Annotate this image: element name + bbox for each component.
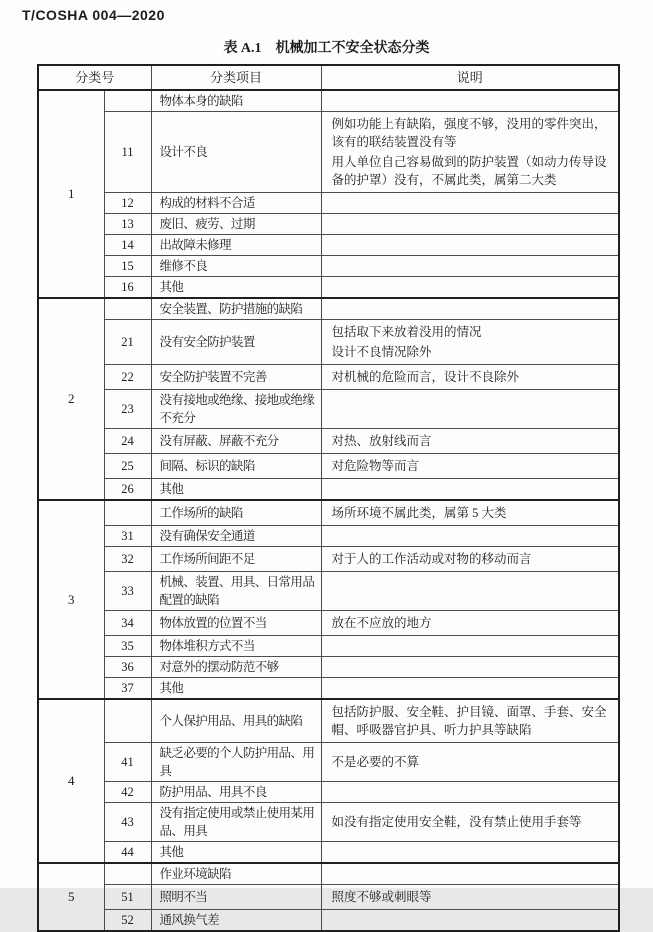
item-cell: 物体本身的缺陷	[151, 90, 321, 112]
table-row	[38, 657, 619, 678]
code-cell: 41	[104, 743, 151, 782]
table-row	[38, 863, 619, 885]
item-cell: 设计不良	[151, 112, 321, 193]
code-cell	[104, 90, 151, 112]
code-cell: 31	[104, 526, 151, 547]
table-row	[38, 547, 619, 572]
description-cell	[321, 298, 619, 320]
description-cell	[321, 863, 619, 885]
description-paragraph: 用人单位自己容易做到的防护装置（如动力传导设备的护罩）没有，不属此类，属第二大类	[331, 155, 607, 187]
table-row	[38, 699, 619, 743]
description-cell	[321, 885, 619, 910]
code-cell: 32	[104, 547, 151, 572]
description-cell	[321, 636, 619, 657]
table-row	[38, 782, 619, 803]
group-number-cell: 1	[38, 90, 104, 298]
code-cell	[104, 500, 151, 526]
description-cell	[321, 699, 619, 743]
table-row	[38, 743, 619, 782]
code-cell: 43	[104, 803, 151, 842]
code-cell	[104, 699, 151, 743]
description-cell	[321, 479, 619, 501]
table-title-text: 机械加工不安全状态分类	[275, 41, 430, 56]
table-row	[38, 479, 619, 501]
table-row	[38, 885, 619, 910]
description-cell	[321, 90, 619, 112]
code-cell: 35	[104, 636, 151, 657]
description-cell	[321, 803, 619, 842]
group-number-cell: 4	[38, 699, 104, 863]
description-paragraph: 包括取下来放着没用的情况	[331, 325, 482, 339]
code-cell: 51	[104, 885, 151, 910]
group-number-cell: 3	[38, 500, 104, 699]
item-cell: 安全防护装置不完善	[151, 365, 321, 390]
table-row	[38, 803, 619, 842]
description-cell	[321, 365, 619, 390]
item-cell: 其他	[151, 678, 321, 700]
description-cell	[321, 193, 619, 214]
description-paragraph: 包括防护服、安全鞋、护目镜、面罩、手套、安全帽、呼吸器官护具、听力护具等缺陷	[331, 705, 607, 737]
table-row	[38, 112, 619, 193]
code-cell: 44	[104, 842, 151, 864]
table-row	[38, 298, 619, 320]
description-paragraph: 对热、放射线而言	[331, 434, 432, 448]
description-cell	[321, 320, 619, 365]
description-paragraph: 例如功能上有缺陷，强度不够，没用的零件突出，该有的联结装置没有等	[331, 117, 607, 149]
description-cell	[321, 429, 619, 454]
description-cell	[321, 547, 619, 572]
code-cell: 34	[104, 611, 151, 636]
description-cell	[321, 572, 619, 611]
table-row	[38, 193, 619, 214]
code-cell: 11	[104, 112, 151, 193]
code-cell: 21	[104, 320, 151, 365]
item-cell: 物体堆积方式不当	[151, 636, 321, 657]
description-cell	[321, 526, 619, 547]
code-cell	[104, 863, 151, 885]
description-paragraph: 不是必要的不算	[331, 755, 420, 769]
item-cell: 废旧、疲劳、过期	[151, 214, 321, 235]
table-row	[38, 365, 619, 390]
item-cell: 没有确保安全通道	[151, 526, 321, 547]
description-cell	[321, 256, 619, 277]
item-cell: 其他	[151, 277, 321, 299]
code-cell: 24	[104, 429, 151, 454]
table-row	[38, 214, 619, 235]
code-cell: 25	[104, 454, 151, 479]
code-cell: 37	[104, 678, 151, 700]
description-cell	[321, 611, 619, 636]
item-cell: 没有接地或绝缘、接地或绝缘不充分	[151, 390, 321, 429]
table-row	[38, 526, 619, 547]
code-cell: 33	[104, 572, 151, 611]
item-cell: 维修不良	[151, 256, 321, 277]
description-paragraph: 对于人的工作活动或对物的移动而言	[331, 552, 532, 566]
header-cell-category-number: 分类号	[38, 65, 151, 90]
description-cell	[321, 910, 619, 932]
description-paragraph: 对危险物等而言	[331, 459, 420, 473]
table-row	[38, 910, 619, 932]
code-cell: 12	[104, 193, 151, 214]
description-cell	[321, 743, 619, 782]
description-paragraph: 照度不够或刺眼等	[331, 890, 432, 904]
table-row	[38, 235, 619, 256]
item-cell: 个人保护用品、用具的缺陷	[151, 699, 321, 743]
item-cell: 其他	[151, 842, 321, 864]
description-cell	[321, 500, 619, 526]
item-cell: 没有指定使用或禁止使用某用品、用具	[151, 803, 321, 842]
table-row	[38, 572, 619, 611]
description-cell	[321, 390, 619, 429]
code-cell: 42	[104, 782, 151, 803]
code-cell: 36	[104, 657, 151, 678]
item-cell: 缺乏必要的个人防护用品、用具	[151, 743, 321, 782]
description-cell	[321, 657, 619, 678]
description-paragraph: 场所环境不属此类，属第 5 大类	[331, 506, 507, 520]
table-row	[38, 636, 619, 657]
standard-number: T/COSHA 004—2020	[22, 7, 165, 23]
description-paragraph: 对机械的危险而言，设计不良除外	[331, 370, 520, 384]
item-cell: 构成的材料不合适	[151, 193, 321, 214]
description-cell	[321, 842, 619, 864]
description-cell	[321, 454, 619, 479]
code-cell	[104, 298, 151, 320]
description-cell	[321, 235, 619, 256]
table-row	[38, 500, 619, 526]
description-cell	[321, 214, 619, 235]
item-cell: 对意外的摆动防范不够	[151, 657, 321, 678]
code-cell: 13	[104, 214, 151, 235]
item-cell: 工作场所的缺陷	[151, 500, 321, 526]
code-cell: 16	[104, 277, 151, 299]
item-cell: 安全装置、防护措施的缺陷	[151, 298, 321, 320]
code-cell: 14	[104, 235, 151, 256]
table-row	[38, 390, 619, 429]
item-cell: 通风换气差	[151, 910, 321, 932]
item-cell: 没有安全防护装置	[151, 320, 321, 365]
code-cell: 22	[104, 365, 151, 390]
description-cell	[321, 112, 619, 193]
table-row	[38, 678, 619, 700]
description-cell	[321, 678, 619, 700]
description-paragraph: 设计不良情况除外	[331, 345, 432, 359]
item-cell: 作业环境缺陷	[151, 863, 321, 885]
code-cell: 15	[104, 256, 151, 277]
description-cell	[321, 782, 619, 803]
description-cell	[321, 277, 619, 299]
table-row	[38, 277, 619, 299]
table-row	[38, 429, 619, 454]
description-paragraph: 如没有指定使用安全鞋，没有禁止使用手套等	[331, 815, 582, 829]
code-cell: 26	[104, 479, 151, 501]
table-row	[38, 454, 619, 479]
table-row	[38, 842, 619, 864]
table-row	[38, 611, 619, 636]
classification-table	[37, 64, 620, 932]
table-title	[0, 37, 653, 57]
group-number-cell: 5	[38, 863, 104, 931]
item-cell: 防护用品、用具不良	[151, 782, 321, 803]
item-cell: 机械、装置、用具、日常用品配置的缺陷	[151, 572, 321, 611]
item-cell: 其他	[151, 479, 321, 501]
code-cell: 23	[104, 390, 151, 429]
table-title-prefix: 表 A.1	[223, 41, 262, 56]
header-cell-category-item: 分类项目	[151, 65, 321, 90]
item-cell: 没有屏蔽、屏蔽不充分	[151, 429, 321, 454]
item-cell: 物体放置的位置不当	[151, 611, 321, 636]
table-row	[38, 90, 619, 112]
header-cell-description: 说明	[321, 65, 619, 90]
code-cell: 52	[104, 910, 151, 932]
table-row	[38, 320, 619, 365]
item-cell: 工作场所间距不足	[151, 547, 321, 572]
description-paragraph: 放在不应放的地方	[331, 616, 432, 630]
table-header-row	[38, 65, 619, 90]
item-cell: 间隔、标识的缺陷	[151, 454, 321, 479]
group-number-cell: 2	[38, 298, 104, 500]
item-cell: 照明不当	[151, 885, 321, 910]
item-cell: 出故障未修理	[151, 235, 321, 256]
table-row	[38, 256, 619, 277]
